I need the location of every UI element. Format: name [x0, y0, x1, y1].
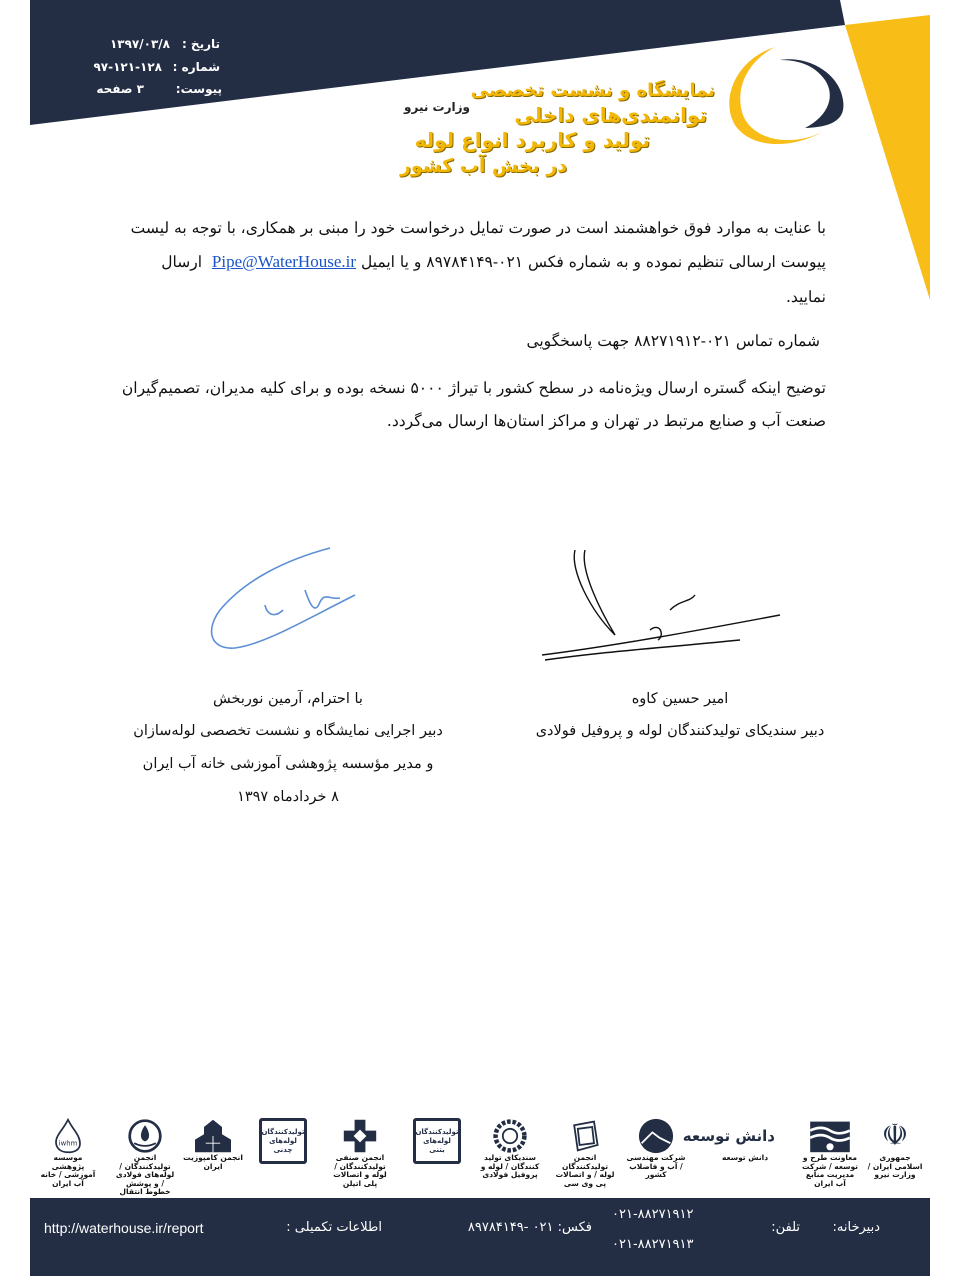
signer-right-name: امیر حسین کاوه [631, 691, 729, 707]
exhibition-logo-icon [729, 47, 843, 144]
signature-armin-nourbakhsh [205, 540, 365, 680]
body-paragraph-1-line-3: نمایید. [785, 288, 826, 306]
secretariat-label: دبیرخانه: [832, 1220, 880, 1235]
footer-logo-water-house: iwhm موسسه پژوهشی آموزشی / خانه آب ایران [38, 1118, 98, 1188]
date-label: تاریخ : [181, 37, 220, 51]
water-drop-map-icon [48, 1118, 88, 1154]
body-paragraph-3-line-2: صنعت آب و صنایع مرتبط در تهران و مراکز استان‌ها ارسال می‌گردد. [386, 412, 826, 430]
more-info-label: اطلاعات تکمیلی : [286, 1220, 382, 1235]
footer-logo-cast-iron-pipe: تولیدکنندگان لوله‌های چدنی [253, 1118, 313, 1164]
letter-date: ۸ خردادماه ۱۳۹۷ [237, 789, 339, 805]
flame-circle-icon [127, 1118, 163, 1154]
logo-line-1: نمایشگاه و نشست تخصصی [470, 80, 715, 101]
signature-amir-hossein-kaveh [540, 540, 785, 670]
more-info-url[interactable]: http://waterhouse.ir/report [44, 1220, 204, 1236]
contact-number-line: شماره تماس ۰۲۱-۸۸۲۷۱۹۱۲ جهت پاسخگویی [526, 332, 820, 350]
cubes-stack-icon [193, 1118, 233, 1154]
ministry-of-energy-text: وزارت نیرو [404, 100, 470, 114]
footer-logo-abfa: شرکت مهندسی / آب و فاضلاب کشور [626, 1118, 686, 1180]
phone-label: تلفن: [771, 1220, 800, 1235]
mountain-circle-icon [636, 1118, 676, 1154]
footer-bar [30, 1198, 930, 1276]
email-link[interactable]: Pipe@WaterHouse.ir [211, 252, 357, 271]
footer-logo-steel-pipe-syndicate: سندیکای تولید کنندگان / لوله و پروفیل فولادی [480, 1118, 540, 1180]
phone-1: ۰۲۱-۸۸۲۷۱۹۱۲ [612, 1207, 694, 1222]
logo-line-4: در بخش آب کشور [399, 155, 567, 177]
cube-outline-icon [567, 1118, 603, 1154]
logo-line-2: توانمندی‌های داخلی [514, 103, 707, 127]
signer-left-title-1: دبیر اجرایی نمایشگاه و نشست تخصصی لوله‌سازان [133, 723, 443, 739]
yellow-side-stripe [845, 15, 930, 300]
phone-2: ۰۲۱-۸۸۲۷۱۹۱۳ [612, 1237, 694, 1252]
cross-knot-icon [342, 1118, 378, 1154]
svg-text:iwhm: iwhm [58, 1139, 78, 1148]
attachment-label: پیوست: [175, 82, 222, 96]
body-send-text: ارسال [161, 253, 203, 271]
iran-emblem-icon: ☫ [881, 1118, 909, 1153]
number-label: شماره : [172, 60, 220, 74]
footer-logo-water-resources: معاونت طرح و توسعه / شرکت مدیریت منابع آب ایران [800, 1118, 860, 1188]
water-waves-icon [806, 1118, 854, 1154]
danesh-tosee-logo: دانش توسعه [682, 1127, 775, 1145]
footer-logo-concrete-pipe: تولیدکنندگان لوله‌های بتنی [407, 1118, 467, 1164]
footer-logo-ministry: ☫ جمهوری اسلامی ایران / وزارت نیرو [865, 1118, 925, 1180]
signer-left-title-2: و مدیر مؤسسه پژوهشی آموزشی خانه آب ایران [142, 756, 434, 772]
body-paragraph-1-line-1: با عنایت به موارد فوق خواهشمند است در صورت تمایل درخواست خود را مبنی بر همکاری، با توجه به لیست [130, 219, 826, 237]
date-value: ۱۳۹۷/۰۳/۸ [109, 37, 170, 51]
signer-left-name: با احترام، آرمین نوربخش [213, 691, 363, 707]
attachment-value: ۳ صفحه [96, 82, 144, 96]
gear-icon [492, 1118, 528, 1154]
footer-logo-composite: انجمن کامپوزیت ایران [183, 1118, 243, 1171]
footer-logo-steel-pipe-association: انجمن تولیدکنندگان / لوله‌های فولادی / و پوشش خطوط انتقال [115, 1118, 175, 1197]
logo-line-3: تولید و کاربرد انواع لوله [414, 128, 650, 152]
body-paragraph-1-line-2 [161, 251, 826, 273]
footer-logo-polyethylene: انجمن صنفی تولیدکنندگان / لوله و اتصالات پلی اتیلن [330, 1118, 390, 1188]
body-paragraph-3-line-1: توضیح اینکه گستره ارسال ویژه‌نامه در سطح کشور با تیراژ ۵۰۰۰ نسخه بوده و برای کلیه مدیران، تصمیم‌گیران [121, 379, 826, 397]
footer-logo-pvc: انجمن تولیدکنندگان لوله / و اتصالات پی وی سی [555, 1118, 615, 1188]
footer-logo-danesh-tosee: دانش توسعه دانش توسعه [715, 1118, 775, 1163]
signer-right-title: دبیر سندیکای تولیدکنندگان لوله و پروفیل فولادی [535, 723, 825, 739]
body-fax-text: پیوست ارسالی تنظیم نموده و به شماره فکس ۰۲۱-۸۹۷۸۴۱۴۹ و یا ایمیل [360, 253, 826, 271]
number-value: ۹۷-۱۲۱-۱۲۸ [93, 60, 162, 74]
fax-number: فکس: ۰۲۱ -۸۹۷۸۴۱۴۹ [467, 1220, 592, 1235]
